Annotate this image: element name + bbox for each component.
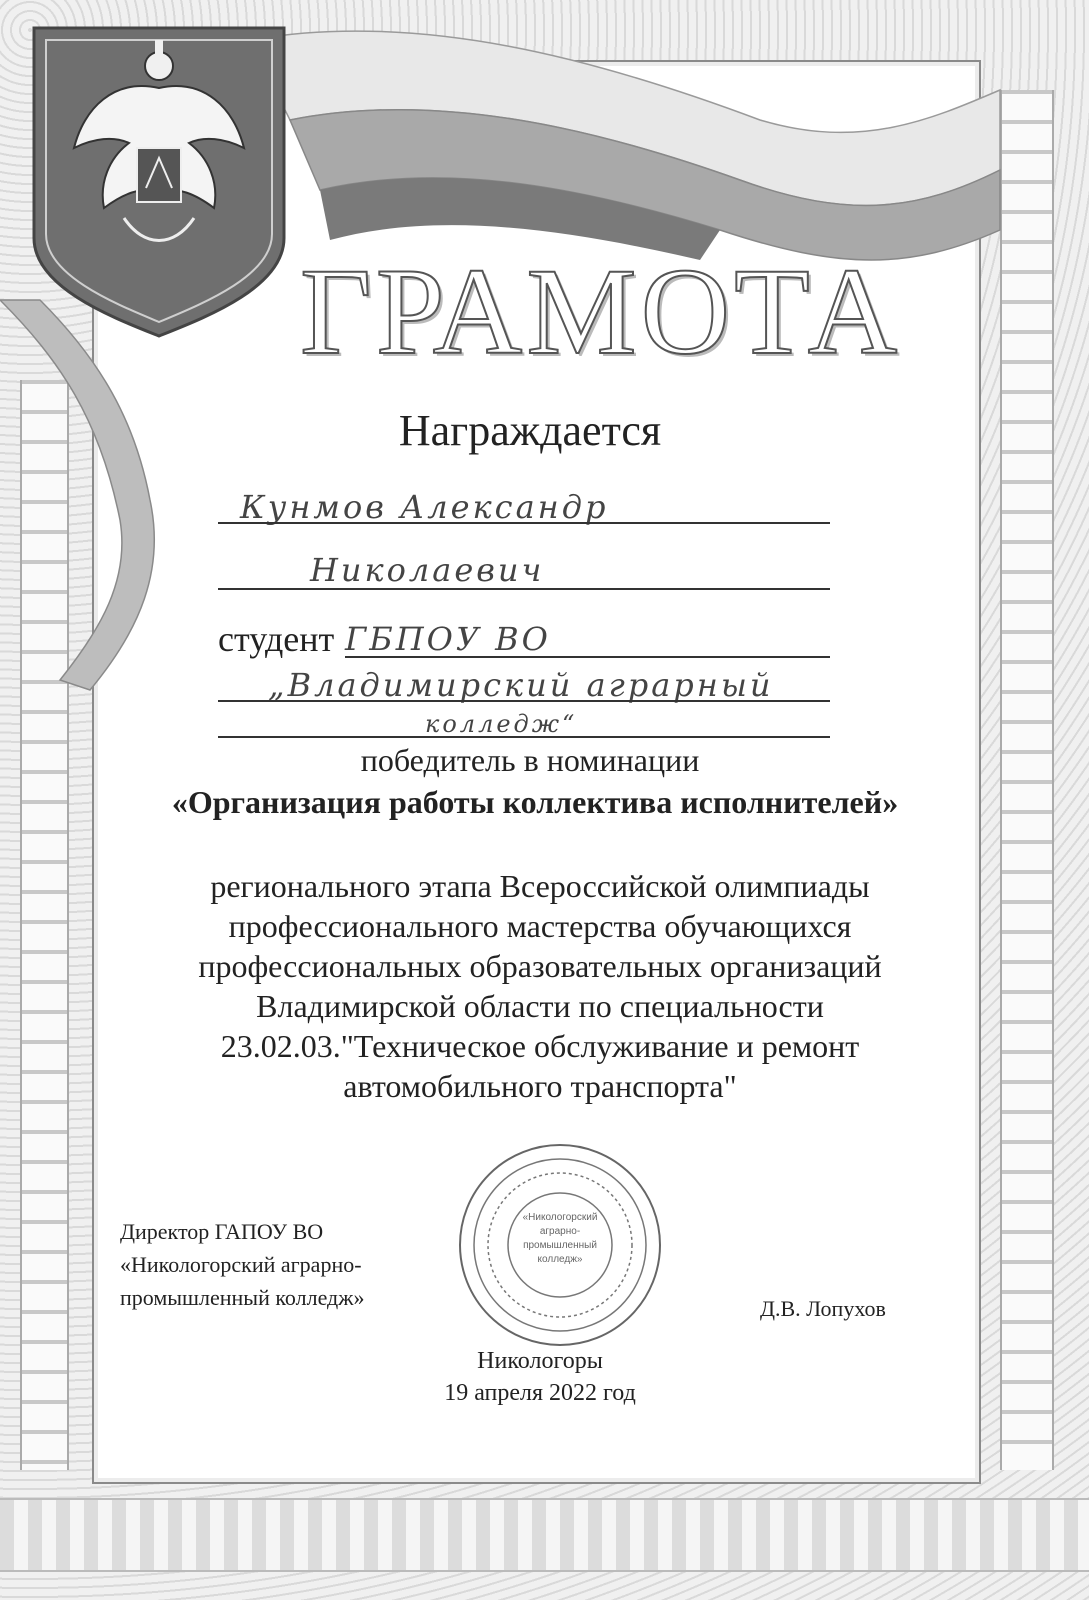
fill-line: [218, 700, 830, 702]
fill-line: [345, 656, 830, 658]
description-line: 23.02.03."Техническое обслуживание и ремонт: [220, 1028, 860, 1064]
description-line: регионального этапа Всероссийской олимпиады: [210, 868, 870, 904]
page-title: ГРАМОТА: [300, 243, 902, 380]
director-block: [120, 1215, 450, 1314]
stamp-text-line: «Никологорский: [522, 1212, 598, 1223]
fill-line: [218, 736, 830, 738]
nomination-title: «Организация работы коллектива исполнителей»: [171, 784, 899, 820]
director-line: Директор ГАПОУ ВО: [120, 1219, 324, 1244]
bottom-ornament-border: [0, 1498, 1089, 1572]
coat-of-arms-emblem: [24, 18, 294, 338]
recipient-name-line1: Кунмов Александр: [240, 488, 609, 526]
fill-line: [218, 588, 830, 590]
stamp-text-line: аграрно-: [539, 1226, 581, 1237]
org-handwritten-line1: ГБПОУ ВО: [345, 620, 551, 658]
org-handwritten-line3: колледж“: [425, 710, 578, 738]
official-stamp: [455, 1140, 665, 1350]
stamp-text-line: промышленный: [523, 1240, 597, 1251]
winner-label: победитель в номинации: [360, 742, 700, 778]
description-line: автомобильного транспорта": [343, 1068, 737, 1104]
description-line: профессионального мастерства обучающихся: [228, 908, 852, 944]
director-line: «Никологорский аграрно-: [120, 1252, 362, 1277]
director-line: промышленный колледж»: [120, 1285, 365, 1310]
org-handwritten-line2: „Владимирский аграрный: [268, 666, 774, 704]
date: 19 апреля 2022 год: [444, 1380, 636, 1406]
student-label: студент: [218, 619, 335, 659]
recipient-name-line2: Николаевич: [310, 551, 545, 589]
place-date-block: [400, 1345, 680, 1409]
description-line: профессиональных образовательных организаций: [198, 948, 882, 984]
fill-line: [218, 522, 830, 524]
city: Никологоры: [477, 1348, 603, 1374]
description-text: [110, 866, 970, 1106]
description-line: Владимирской области по специальности: [256, 988, 824, 1024]
signer-name: Д.В. Лопухов: [760, 1296, 886, 1321]
awarded-label: Награждается: [398, 406, 662, 455]
stamp-text-line: колледж»: [537, 1254, 583, 1265]
